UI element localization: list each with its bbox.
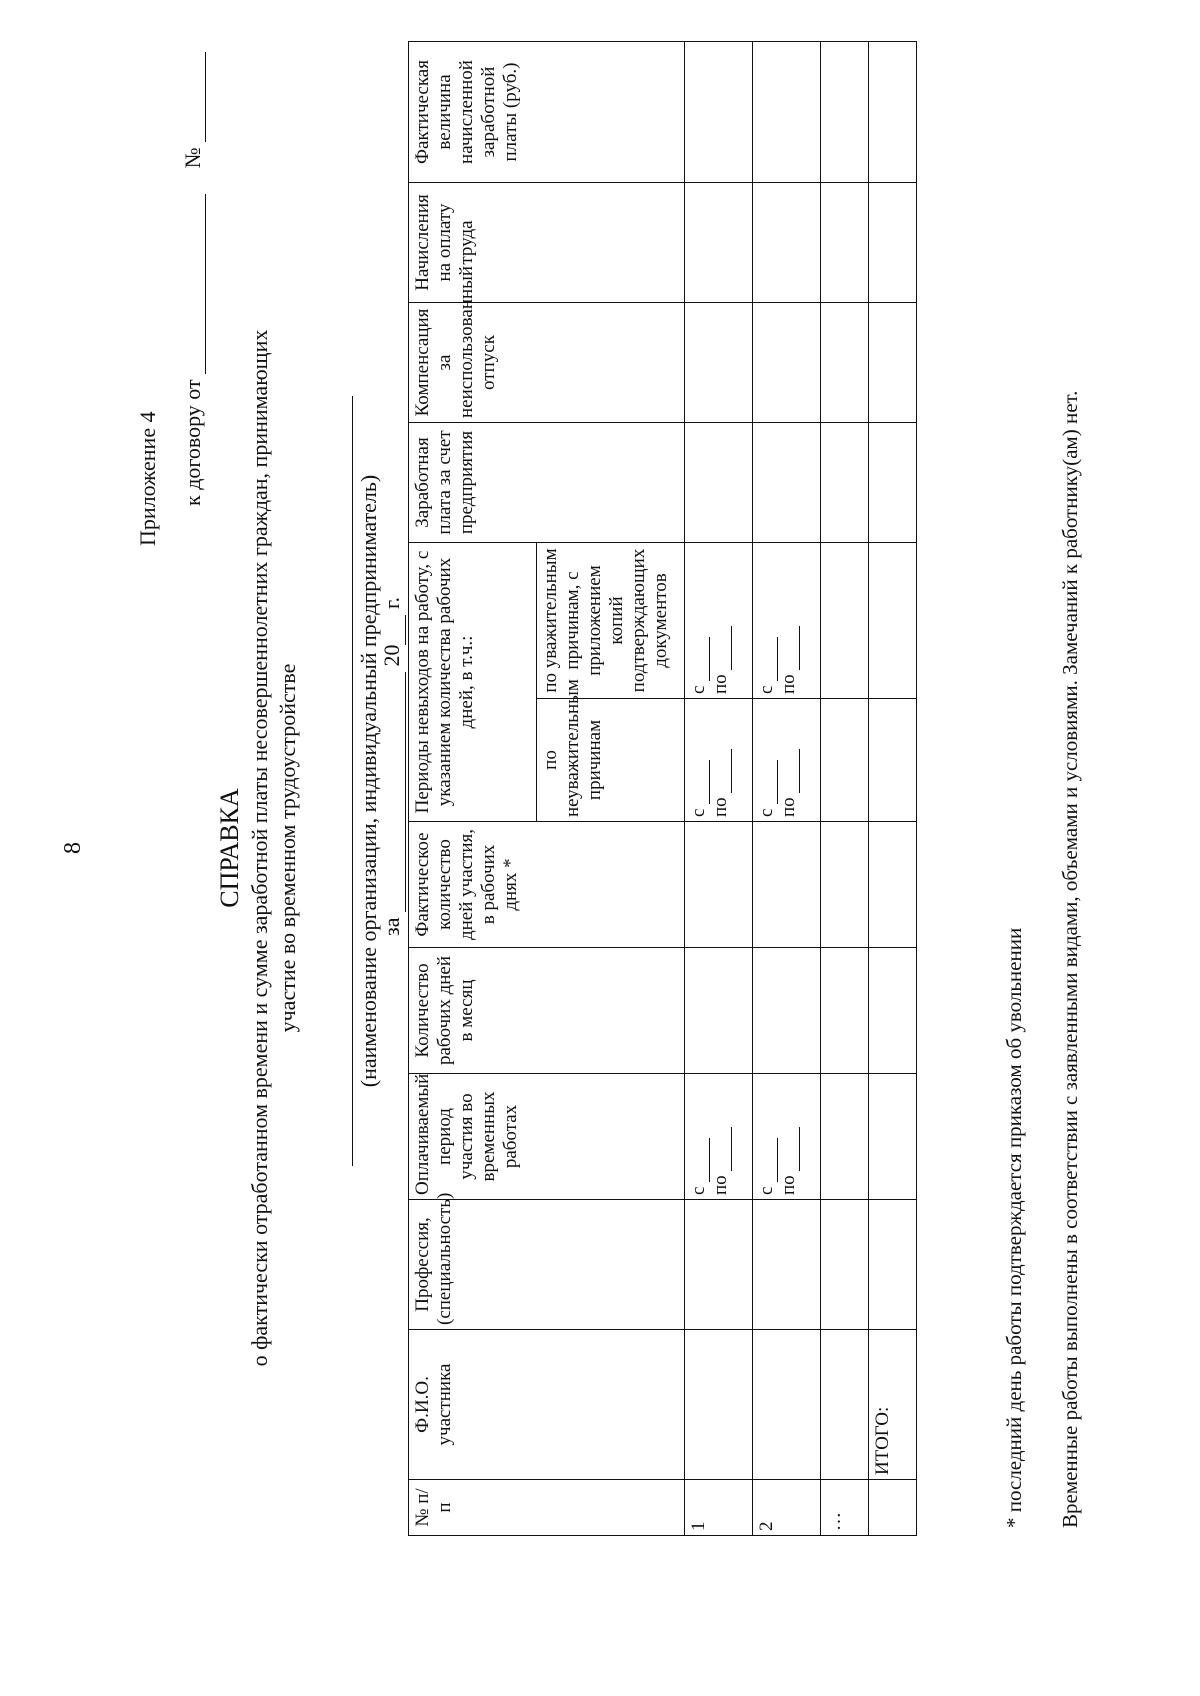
header-actual-salary: Фактическая величина начисленной заработной платы (руб.) bbox=[409, 42, 685, 183]
row-1-profession[interactable] bbox=[685, 1200, 753, 1330]
row-2-absences-excused[interactable]: с по bbox=[753, 543, 821, 699]
row-2-profession[interactable] bbox=[753, 1200, 821, 1330]
row-ellipsis-salary-enterprise[interactable] bbox=[821, 423, 869, 543]
header-fio: Ф.И.О. участника bbox=[409, 1330, 685, 1480]
row-1-paid-period[interactable]: с по bbox=[685, 1074, 753, 1200]
total-profession[interactable] bbox=[869, 1200, 917, 1330]
header-profession: Профессия, (специальность) bbox=[409, 1200, 685, 1330]
total-num-cell bbox=[869, 1480, 917, 1536]
document-subtitle-line2: участие во временном трудоустройстве bbox=[275, 663, 300, 1033]
remark: Временные работы выполнены в соответствии с заявленными видами, объемами и условиями. Замечаний к работнику(ам) нет. bbox=[1058, 390, 1082, 1528]
contract-number-blank[interactable] bbox=[187, 52, 206, 142]
timesheet-table bbox=[408, 41, 917, 1536]
period-month-blank[interactable] bbox=[387, 672, 406, 912]
row-ellipsis-accruals[interactable] bbox=[821, 183, 869, 303]
row-2-compensation[interactable] bbox=[753, 303, 821, 423]
row-1-absences-excused[interactable]: с по bbox=[685, 543, 753, 699]
row-2-actual-days[interactable] bbox=[753, 822, 821, 948]
row-1-num: 1 bbox=[685, 1480, 753, 1536]
document-subtitle-line1: о фактически отработанном времени и сумме заработной платы несовершеннолетних граждан, принимающих bbox=[247, 329, 272, 1367]
row-ellipsis-num: … bbox=[821, 1480, 869, 1536]
total-paid-period[interactable] bbox=[869, 1074, 917, 1200]
table-total-row bbox=[869, 42, 917, 1536]
row-2-fio[interactable] bbox=[753, 1330, 821, 1480]
contract-number-label: № bbox=[180, 147, 205, 169]
header-compensation: Компенсация за неиспользованный отпуск bbox=[409, 303, 685, 423]
page-number: 8 bbox=[60, 842, 86, 854]
row-2-paid-period[interactable]: с по bbox=[753, 1074, 821, 1200]
table-header-row bbox=[409, 42, 537, 1536]
total-accruals[interactable] bbox=[869, 183, 917, 303]
row-1-fio[interactable] bbox=[685, 1330, 753, 1480]
total-salary-enterprise[interactable] bbox=[869, 423, 917, 543]
period-suffix-label: г. bbox=[379, 596, 404, 610]
contract-line bbox=[180, 52, 206, 506]
row-1-workdays[interactable] bbox=[685, 948, 753, 1074]
period-year-blank[interactable] bbox=[387, 615, 406, 645]
total-actual-salary[interactable] bbox=[869, 42, 917, 183]
row-2-workdays[interactable] bbox=[753, 948, 821, 1074]
total-compensation[interactable] bbox=[869, 303, 917, 423]
row-1-actual-salary[interactable] bbox=[685, 42, 753, 183]
total-absences-unexcused[interactable] bbox=[869, 699, 917, 822]
period-year-label: 20 bbox=[379, 644, 404, 667]
appendix-title: Приложение 4 bbox=[135, 411, 160, 546]
table-row-ellipsis bbox=[821, 42, 869, 1536]
row-2-salary-enterprise[interactable] bbox=[753, 423, 821, 543]
row-2-num: 2 bbox=[753, 1480, 821, 1536]
contract-date-blank[interactable] bbox=[187, 194, 206, 374]
header-paid-period: Оплачиваемый период участия во временных работах bbox=[409, 1074, 685, 1200]
organization-caption: (наименование организации, индивидуальный предприниматель) bbox=[356, 474, 381, 1088]
row-ellipsis-actual-salary[interactable] bbox=[821, 42, 869, 183]
row-ellipsis-workdays[interactable] bbox=[821, 948, 869, 1074]
row-1-accruals[interactable] bbox=[685, 183, 753, 303]
row-ellipsis-absences-unexcused[interactable] bbox=[821, 699, 869, 822]
total-actual-days[interactable] bbox=[869, 822, 917, 948]
row-2-actual-salary[interactable] bbox=[753, 42, 821, 183]
row-2-absences-unexcused[interactable]: с по bbox=[753, 699, 821, 822]
row-ellipsis-absences-excused[interactable] bbox=[821, 543, 869, 699]
row-1-actual-days[interactable] bbox=[685, 822, 753, 948]
period-line bbox=[378, 597, 406, 936]
organization-line[interactable] bbox=[352, 396, 353, 1166]
row-1-compensation[interactable] bbox=[685, 303, 753, 423]
header-workdays: Количество рабочих дней в месяц bbox=[409, 948, 685, 1074]
period-for-label: за bbox=[379, 917, 404, 936]
table-row-1 bbox=[685, 42, 753, 1536]
row-ellipsis-actual-days[interactable] bbox=[821, 822, 869, 948]
contract-label: к договору от bbox=[180, 379, 205, 506]
row-ellipsis-profession[interactable] bbox=[821, 1200, 869, 1330]
row-1-salary-enterprise[interactable] bbox=[685, 423, 753, 543]
row-2-accruals[interactable] bbox=[753, 183, 821, 303]
total-absences-excused[interactable] bbox=[869, 543, 917, 699]
row-1-absences-unexcused[interactable]: с по bbox=[685, 699, 753, 822]
header-salary-enterprise: Заработная плата за счет предприятия bbox=[409, 423, 685, 543]
document-title: СПРАВКА bbox=[215, 788, 244, 908]
header-absences: Периоды невыходов на работу, с указанием количества рабочих дней, в т.ч.: bbox=[409, 543, 537, 822]
header-num: № п/п bbox=[409, 1480, 685, 1536]
header-actual-days: Фактическое количество дней участия, в рабочих днях * bbox=[409, 822, 685, 948]
row-ellipsis-fio[interactable] bbox=[821, 1330, 869, 1480]
row-ellipsis-paid-period[interactable] bbox=[821, 1074, 869, 1200]
header-absences-excused: по уважительным причинам, с приложением копий подтверждающих документов bbox=[537, 543, 685, 699]
header-accruals: Начисления на оплату труда bbox=[409, 183, 685, 303]
total-workdays[interactable] bbox=[869, 948, 917, 1074]
row-ellipsis-compensation[interactable] bbox=[821, 303, 869, 423]
table-row-2 bbox=[753, 42, 821, 1536]
total-label: ИТОГО: bbox=[869, 1330, 917, 1480]
footnote: * последний день работы подтверждается приказом об увольнении bbox=[1002, 927, 1026, 1528]
header-absences-unexcused: по неуважительным причинам bbox=[537, 699, 685, 822]
